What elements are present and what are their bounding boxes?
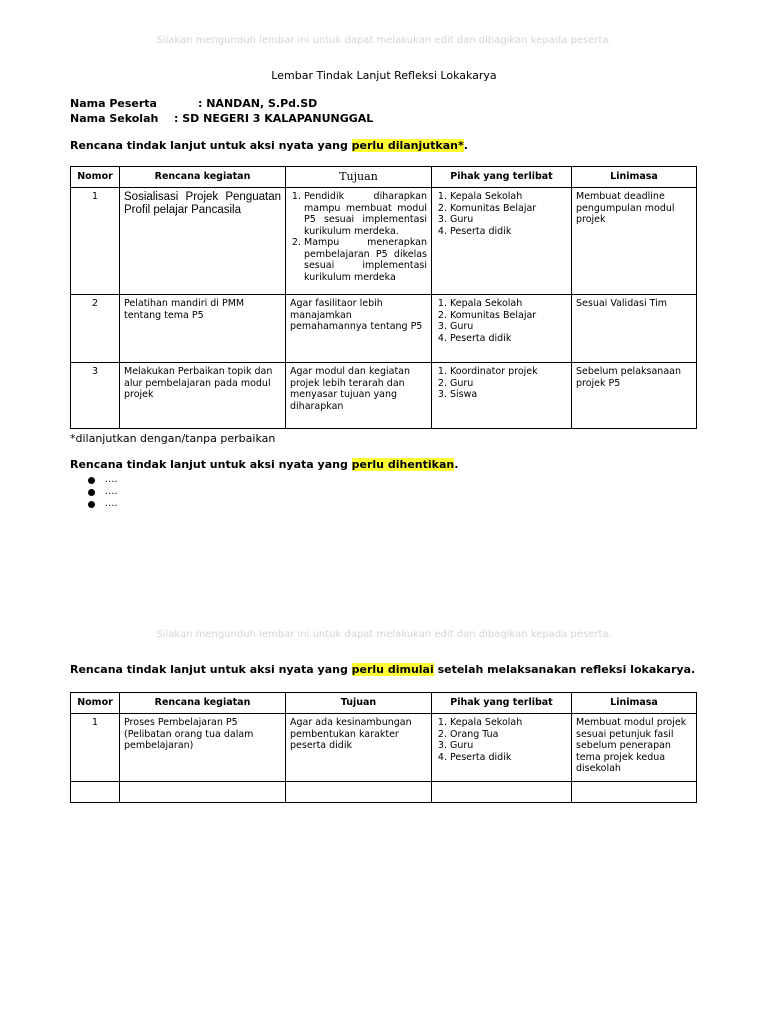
cell-empty [572, 782, 697, 803]
header-linimasa: Linimasa [572, 167, 697, 188]
table-dilanjutkan [70, 166, 697, 429]
cell-empty [286, 782, 432, 803]
peserta-value: : NANDAN, S.Pd.SD [198, 97, 318, 110]
footnote: *dilanjutkan dengan/tanpa perbaikan [70, 432, 276, 445]
cell-kegiatan: Melakukan Perbaikan topik dan alur pembelajaran pada modul projek [120, 363, 286, 429]
bullet-icon [88, 501, 95, 508]
cell-pihak [432, 188, 572, 295]
header-pihak: Pihak yang terlibat [432, 693, 572, 714]
cell-nomor: 3 [71, 363, 120, 429]
section2-heading [70, 458, 458, 471]
info-sekolah [70, 112, 373, 125]
list-item: 4. Peserta didik [450, 226, 567, 238]
list-item: 1. Koordinator projek [450, 366, 567, 378]
list-item: 4. Peserta didik [450, 333, 567, 345]
header-nomor: Nomor [71, 167, 120, 188]
cell-tujuan: Agar modul dan kegiatan projek lebih terarah dan menyasar tujuan yang diharapkan [286, 363, 432, 429]
cell-linimasa: Sesuai Validasi Tim [572, 295, 697, 363]
section3-suffix: setelah melaksanakan refleksi lokakarya. [433, 663, 696, 676]
bullet-text: …. [105, 498, 118, 509]
section1-heading [70, 139, 468, 152]
section1-prefix: Rencana tindak lanjut untuk aksi nyata yang [70, 139, 352, 152]
sekolah-label: Nama Sekolah [70, 112, 159, 125]
header-nomor: Nomor [71, 693, 120, 714]
header-tujuan: Tujuan [286, 167, 432, 188]
bullet-list [88, 474, 118, 510]
list-item: 3. Guru [450, 321, 567, 333]
header-linimasa: Linimasa [572, 693, 697, 714]
list-item: 2. Komunitas Belajar [450, 203, 567, 215]
section2-highlight: perlu dihentikan [351, 458, 455, 471]
cell-linimasa: Membuat modul projek sesuai petunjuk fasil sebelum penerapan tema projek kedua disekolah [572, 714, 697, 782]
table-header-row [71, 167, 697, 188]
cell-empty [432, 782, 572, 803]
list-item [88, 474, 118, 486]
section1-suffix: . [463, 139, 468, 152]
list-item: 2. Mampu menerapkan pembelajaran P5 dikelas sesuai implementasi kurikulum merdeka [304, 237, 427, 283]
watermark-middle: Silakan mengunduh lembar ini untuk dapat melakukan edit dan dibagikan kepada peserta. [156, 629, 612, 640]
cell-pihak [432, 363, 572, 429]
section3-prefix: Rencana tindak lanjut untuk aksi nyata yang [70, 663, 352, 676]
bullet-text: …. [105, 474, 118, 485]
bullet-icon [88, 477, 95, 484]
cell-linimasa: Sebelum pelaksanaan projek P5 [572, 363, 697, 429]
cell-kegiatan: Proses Pembelajaran P5 (Pelibatan orang tua dalam pembelajaran) [120, 714, 286, 782]
table-row-empty [71, 782, 697, 803]
list-item: 1. Kepala Sekolah [450, 717, 567, 729]
cell-tujuan [286, 188, 432, 295]
bullet-icon [88, 489, 95, 496]
list-item: 3. Guru [450, 740, 567, 752]
list-item: 1. Kepala Sekolah [450, 298, 567, 310]
section1-highlight: perlu dilanjutkan* [351, 139, 464, 152]
cell-tujuan: Agar fasilitaor lebih manajamkan pemahamannya tentang P5 [286, 295, 432, 363]
header-kegiatan: Rencana kegiatan [120, 167, 286, 188]
info-peserta [70, 97, 317, 110]
table-header-row [71, 693, 697, 714]
cell-kegiatan: Sosialisasi Projek Penguatan Profil pelajar Pancasila [120, 188, 286, 295]
section2-prefix: Rencana tindak lanjut untuk aksi nyata yang [70, 458, 352, 471]
section3-heading [70, 663, 695, 676]
section2-suffix: . [454, 458, 459, 471]
header-tujuan: Tujuan [286, 693, 432, 714]
list-item: 3. Guru [450, 214, 567, 226]
header-pihak: Pihak yang terlibat [432, 167, 572, 188]
cell-nomor: 2 [71, 295, 120, 363]
list-item: 1. Kepala Sekolah [450, 191, 567, 203]
list-item: 2. Komunitas Belajar [450, 310, 567, 322]
header-kegiatan: Rencana kegiatan [120, 693, 286, 714]
document-title: Lembar Tindak Lanjut Refleksi Lokakarya [271, 69, 497, 82]
cell-pihak [432, 714, 572, 782]
table-row [71, 295, 697, 363]
cell-empty [71, 782, 120, 803]
cell-nomor: 1 [71, 714, 120, 782]
list-item: 3. Siswa [450, 389, 567, 401]
list-item: 4. Peserta didik [450, 752, 567, 764]
table-dimulai [70, 692, 697, 803]
list-item [88, 498, 118, 510]
table-row [71, 363, 697, 429]
bullet-text: …. [105, 486, 118, 497]
list-item: 2. Guru [450, 378, 567, 390]
watermark-top: Silakan mengunduh lembar ini untuk dapat melakukan edit dan dibagikan kepada peserta. [156, 35, 612, 46]
sekolah-value: : SD NEGERI 3 KALAPANUNGGAL [174, 112, 374, 125]
list-item [88, 486, 118, 498]
table-row [71, 188, 697, 295]
cell-empty [120, 782, 286, 803]
peserta-label: Nama Peserta [70, 97, 157, 110]
section3-highlight: perlu dimulai [351, 663, 434, 676]
cell-linimasa: Membuat deadline pengumpulan modul projek [572, 188, 697, 295]
table-row [71, 714, 697, 782]
cell-nomor: 1 [71, 188, 120, 295]
cell-kegiatan: Pelatihan mandiri di PMM tentang tema P5 [120, 295, 286, 363]
cell-tujuan: Agar ada kesinambungan pembentukan karakter peserta didik [286, 714, 432, 782]
list-item: 1. Pendidik diharapkan mampu membuat modul P5 sesuai implementasi kurikulum merdeka. [304, 191, 427, 237]
cell-pihak [432, 295, 572, 363]
list-item: 2. Orang Tua [450, 729, 567, 741]
